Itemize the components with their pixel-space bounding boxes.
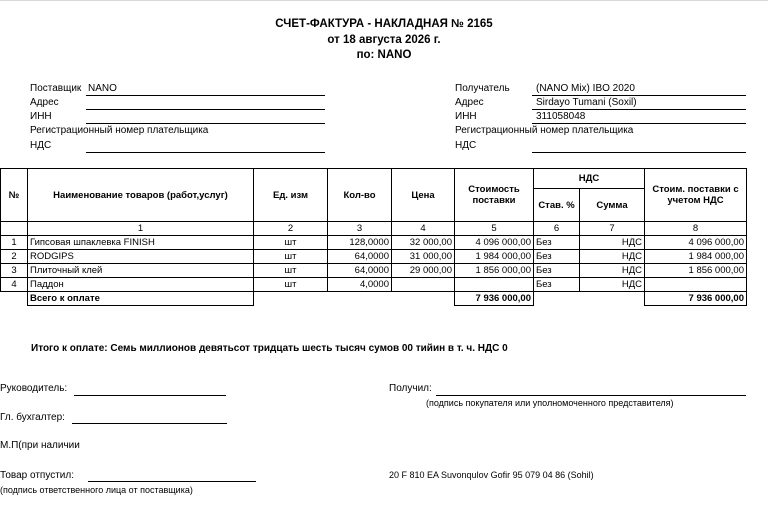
total-label: Всего к оплате: [28, 292, 254, 306]
invoice-date: от 18 августа 2026 г.: [327, 34, 441, 46]
received-signature-label: Получил:: [389, 383, 432, 394]
row-unit: шт: [254, 236, 328, 250]
row-unit: шт: [254, 264, 328, 278]
row-vat-sum: НДС: [580, 236, 645, 250]
header-vat: НДС: [534, 169, 645, 189]
col-number: 8: [645, 222, 747, 236]
row-name: Паддон: [28, 278, 254, 292]
supplier-address-line: [86, 109, 325, 110]
total-cost: 7 936 000,00: [455, 292, 534, 306]
row-cost: [455, 278, 534, 292]
row-no: 1: [1, 236, 28, 250]
released-signature-note: (подпись ответственного лица от поставщика): [0, 485, 193, 495]
table-row: [1, 250, 747, 264]
row-price: [392, 278, 455, 292]
header-no: №: [1, 169, 28, 222]
received-signature-line: [436, 395, 746, 396]
recipient-line: [532, 95, 746, 96]
recipient-vat-line: [532, 152, 746, 153]
row-total: 1 856 000,00: [645, 264, 747, 278]
col-number: 7: [580, 222, 645, 236]
row-unit: шт: [254, 278, 328, 292]
row-price: 32 000,00: [392, 236, 455, 250]
invoice-table: [0, 168, 747, 306]
row-vat-rate: Без: [534, 250, 580, 264]
accountant-signature-line: [72, 423, 227, 424]
row-qty: 128,0000: [328, 236, 392, 250]
recipient-inn-label: ИНН: [455, 111, 477, 122]
header-vat-rate: Став. %: [534, 189, 580, 222]
header-price: Цена: [392, 169, 455, 222]
row-total: 4 096 000,00: [645, 236, 747, 250]
supplier-inn-label: ИНН: [30, 111, 52, 122]
recipient-address-value: Sirdayo Tumani (Soxil): [536, 97, 637, 108]
column-numbers-row: [1, 222, 747, 236]
supplier-address-label: Адрес: [30, 97, 59, 108]
row-name: Гипсовая шпаклевка FINISH: [28, 236, 254, 250]
header-cost: Стоимость поставки: [455, 169, 534, 222]
row-vat-sum: НДС: [580, 264, 645, 278]
row-no: 4: [1, 278, 28, 292]
row-price: 29 000,00: [392, 264, 455, 278]
row-name: Плиточный клей: [28, 264, 254, 278]
row-cost: 4 096 000,00: [455, 236, 534, 250]
row-unit: шт: [254, 250, 328, 264]
total-row: [1, 292, 747, 306]
invoice-by: по: NANO: [356, 49, 412, 61]
total-with-vat: 7 936 000,00: [645, 292, 747, 306]
page-top-border: [0, 0, 768, 5]
row-no: 2: [1, 250, 28, 264]
received-signature-note: (подпись покупателя или уполномоченного представителя): [426, 398, 674, 408]
header-vat-sum: Сумма: [580, 189, 645, 222]
header-total: Стоим. поставки с учетом НДС: [645, 169, 747, 222]
row-price: 31 000,00: [392, 250, 455, 264]
supplier-reg-label: Регистрационный номер плательщика: [30, 125, 209, 136]
footer-contact-note: 20 F 810 EA Suvonqulov Gofir 95 079 04 86 (Sohil): [389, 470, 594, 480]
recipient-inn-value: 311058048: [536, 111, 586, 122]
supplier-label: Поставщик: [30, 83, 82, 94]
recipient-vat-label: НДС: [455, 140, 477, 151]
row-total: [645, 278, 747, 292]
row-name: RODGIPS: [28, 250, 254, 264]
col-number: 5: [455, 222, 534, 236]
recipient-address-line: [532, 109, 746, 110]
head-signature-label: Руководитель:: [0, 383, 68, 394]
supplier-vat-label: НДС: [30, 140, 52, 151]
supplier-inn-line: [86, 123, 325, 124]
recipient-value: (NANO Mix) IBO 2020: [536, 83, 635, 94]
row-vat-rate: Без: [534, 236, 580, 250]
stamp-label: М.П(при наличии: [0, 440, 80, 451]
accountant-signature-label: Гл. бухгалтер:: [0, 412, 65, 423]
header-unit: Ед. изм: [254, 169, 328, 222]
table-row: [1, 236, 747, 250]
table-row: [1, 264, 747, 278]
col-number: 2: [254, 222, 328, 236]
table-row: [1, 278, 747, 292]
supplier-vat-line: [86, 152, 325, 153]
col-number: 6: [534, 222, 580, 236]
head-signature-line: [74, 395, 226, 396]
row-qty: 64,0000: [328, 264, 392, 278]
header-name: Наименование товаров (работ,услуг): [28, 169, 254, 222]
col-number: 3: [328, 222, 392, 236]
row-qty: 4,0000: [328, 278, 392, 292]
total-in-words: Итого к оплате: Семь миллионов девятьсот тридцать шесть тысяч сумов 00 тийин в т. ч. НДС 0: [31, 343, 508, 354]
row-vat-rate: Без: [534, 264, 580, 278]
col-number: [1, 222, 28, 236]
recipient-label: Получатель: [455, 83, 510, 94]
col-number: 1: [28, 222, 254, 236]
recipient-address-label: Адрес: [455, 97, 484, 108]
released-signature-label: Товар отпустил:: [0, 470, 74, 481]
row-vat-sum: НДС: [580, 250, 645, 264]
supplier-value: NANO: [88, 83, 117, 94]
row-cost: 1 856 000,00: [455, 264, 534, 278]
row-vat-sum: НДС: [580, 278, 645, 292]
recipient-reg-label: Регистрационный номер плательщика: [455, 125, 634, 136]
col-number: 4: [392, 222, 455, 236]
row-no: 3: [1, 264, 28, 278]
invoice-title: СЧЕТ-ФАКТУРА - НАКЛАДНАЯ № 2165: [275, 18, 493, 30]
released-signature-line: [88, 481, 256, 482]
recipient-inn-line: [532, 123, 746, 124]
header-qty: Кол-во: [328, 169, 392, 222]
row-vat-rate: Без: [534, 278, 580, 292]
row-qty: 64,0000: [328, 250, 392, 264]
row-cost: 1 984 000,00: [455, 250, 534, 264]
row-total: 1 984 000,00: [645, 250, 747, 264]
supplier-line: [86, 95, 325, 96]
